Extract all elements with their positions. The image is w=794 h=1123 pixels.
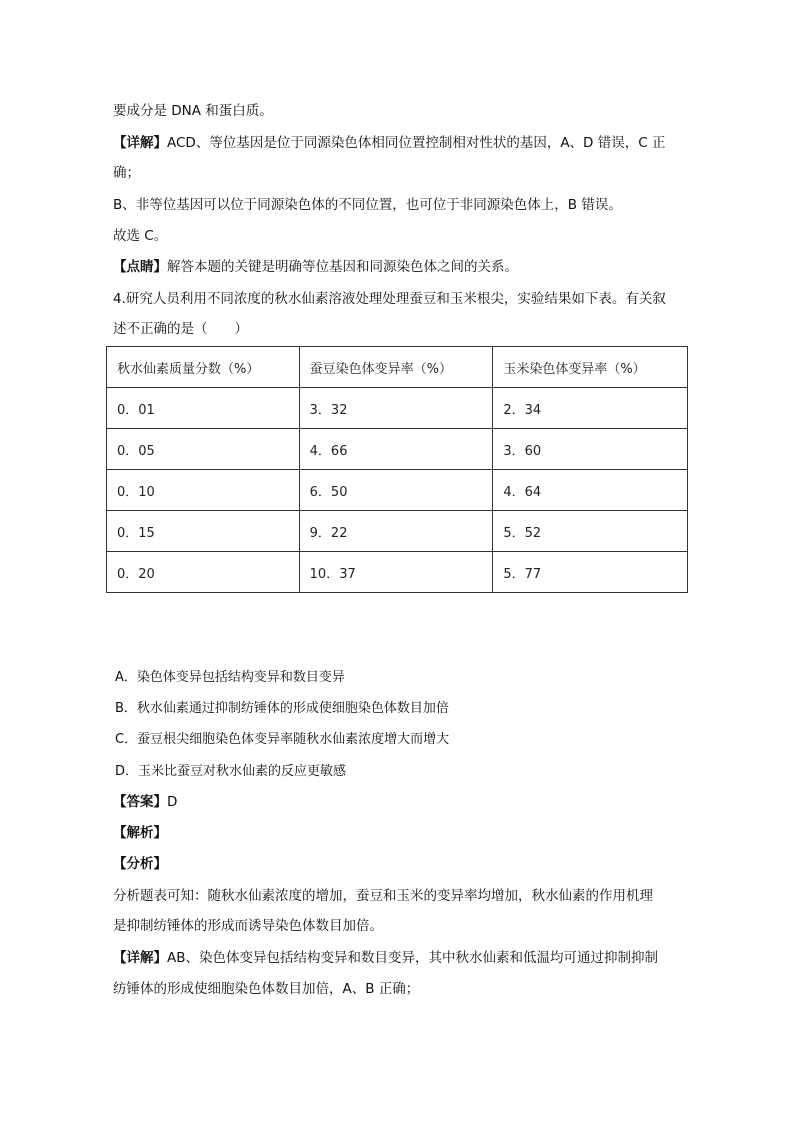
text-line <box>113 257 518 277</box>
table-header-cell: 玉米染色体变异率（%） <box>493 347 688 388</box>
text-line <box>113 948 658 968</box>
table-cell: 5．77 <box>493 552 688 593</box>
text-line <box>113 916 383 936</box>
text-line <box>113 133 665 153</box>
table-row <box>107 552 688 593</box>
paragraph-text: 分析题表可知：随秋水仙素浓度的增加，蚕豆和玉米的变异率均增加，秋水仙素的作用机理 <box>113 888 653 904</box>
option-d: D．玉米比蚕豆对秋水仙素的反应更敏感 <box>115 764 347 779</box>
question-text: 述不正确的是（ ） <box>113 321 248 337</box>
paragraph-text: 解答本题的关键是明确等位基因和同源染色体之间的关系。 <box>167 259 518 275</box>
answer-value: D <box>167 794 178 810</box>
table-row <box>107 470 688 511</box>
table-cell: 3．32 <box>299 388 493 429</box>
text-line <box>113 226 167 246</box>
table-header-cell: 秋水仙素质量分数（%） <box>107 347 300 388</box>
answer-line <box>113 792 177 812</box>
table-row <box>107 388 688 429</box>
option-c: C．蚕豆根尖细胞染色体变异率随秋水仙素浓度增大而增大 <box>115 732 450 747</box>
paragraph-text: AB、染色体变异包括结构变异和数目变异，其中秋水仙素和低温均可通过抑制抑制 <box>167 950 658 966</box>
text-line <box>113 979 419 999</box>
paragraph-text: 是抑制纺锤体的形成而诱导染色体数目加倍。 <box>113 918 383 934</box>
table-cell: 9．22 <box>299 511 493 552</box>
paragraph-text: 故选 C。 <box>113 228 168 244</box>
question-text: 4.研究人员利用不同浓度的秋水仙素溶液处理处理蚕豆和玉米根尖，实验结果如下表。有关叙 <box>113 291 666 307</box>
table-row <box>107 429 688 470</box>
table-row <box>107 511 688 552</box>
paragraph-text: 纺锤体的形成使细胞染色体数目加倍，A、B 正确； <box>113 981 420 997</box>
section-tag: 【解析】 <box>113 825 167 841</box>
table-cell: 0．15 <box>107 511 300 552</box>
option-b: B．秋水仙素通过抑制纺锤体的形成使细胞染色体数目加倍 <box>115 701 449 716</box>
section-tag: 【分析】 <box>113 856 167 872</box>
text-line <box>113 101 273 121</box>
table-header-cell: 蚕豆染色体变异率（%） <box>299 347 493 388</box>
data-table <box>106 346 688 593</box>
table-cell: 0．20 <box>107 552 300 593</box>
table-cell: 6．50 <box>299 470 493 511</box>
paragraph-text: ACD、等位基因是位于同源染色体相同位置控制相对性状的基因，A、D 错误，C 正 <box>167 135 666 151</box>
text-line <box>113 195 622 215</box>
table-cell: 10．37 <box>299 552 493 593</box>
text-line <box>113 854 167 874</box>
table-cell: 4．66 <box>299 429 493 470</box>
text-line <box>113 823 167 843</box>
text-line <box>113 886 653 906</box>
answer-tag: 【答案】 <box>113 794 167 810</box>
option-a: A．染色体变异包括结构变异和数目变异 <box>115 670 345 685</box>
section-tag: 【详解】 <box>113 135 167 151</box>
question-stem <box>113 289 666 309</box>
section-tag: 【点睛】 <box>113 259 167 275</box>
table-cell: 0．05 <box>107 429 300 470</box>
table-cell: 4．64 <box>493 470 688 511</box>
table-cell: 2．34 <box>493 388 688 429</box>
paragraph-text: 确； <box>113 165 140 181</box>
table-header-row <box>107 347 688 388</box>
table-cell: 5．52 <box>493 511 688 552</box>
table-cell: 0．10 <box>107 470 300 511</box>
table-cell: 3．60 <box>493 429 688 470</box>
question-stem <box>113 319 248 339</box>
paragraph-text: B、非等位基因可以位于同源染色体的不同位置，也可位于非同源染色体上，B 错误。 <box>113 197 622 213</box>
table-cell: 0．01 <box>107 388 300 429</box>
section-tag: 【详解】 <box>113 950 167 966</box>
text-line <box>113 163 140 183</box>
paragraph-text: 要成分是 DNA 和蛋白质。 <box>113 103 273 119</box>
